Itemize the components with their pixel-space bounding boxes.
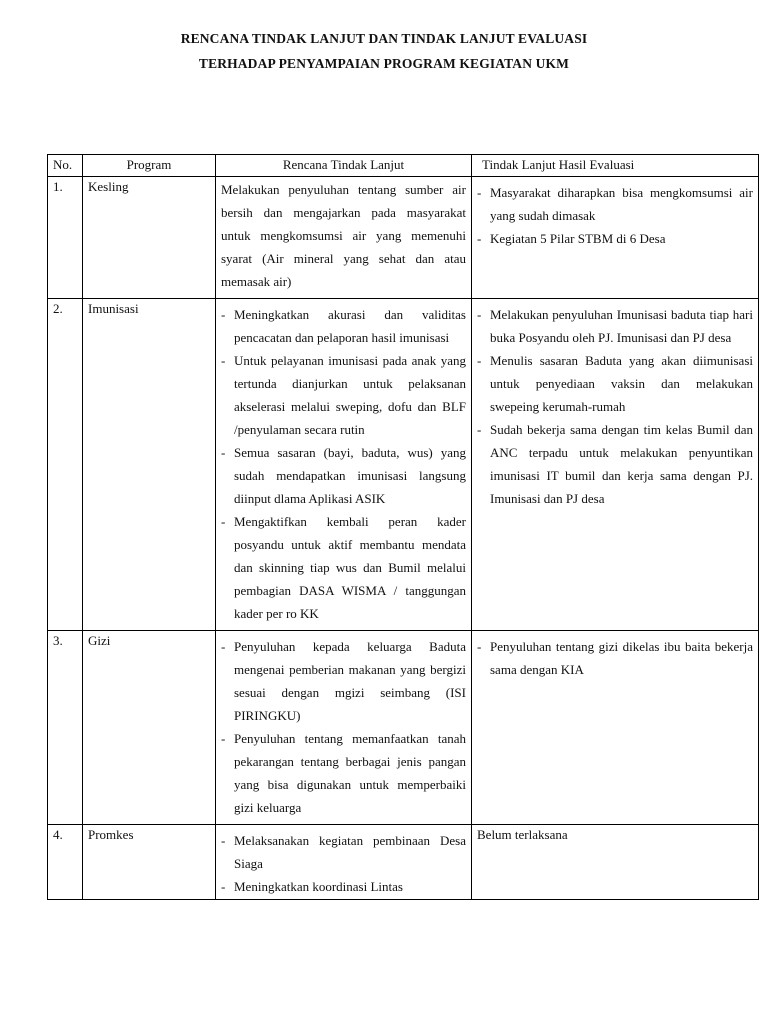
rencana-text: Melakukan penyuluhan tentang sumber air bersih dan mengajarkan pada masyarakat untuk mengkomsumsi air yang memenuhi syarat (Air mineral yang sehat dan atau memasak air) [221, 182, 466, 289]
row-rencana [216, 631, 472, 825]
document-title-line-1: RENCANA TINDAK LANJUT DAN TINDAK LANJUT EVALUASI [180, 31, 588, 46]
row-program: Promkes [83, 825, 216, 900]
row-rencana [216, 299, 472, 631]
list-item: - Semua sasaran (bayi, baduta, wus) yang sudah mendapatkan imunisasi langsung diinput dlama Aplikasi ASIK [221, 441, 466, 510]
header-program: Program [83, 155, 216, 177]
row-program: Imunisasi [83, 299, 216, 631]
table-header-row [48, 155, 759, 177]
list-item: - Kegiatan 5 Pilar STBM di 6 Desa [477, 227, 753, 250]
row-tindak-lanjut [472, 631, 759, 825]
row-number: 3. [48, 631, 83, 825]
list-item: - Penyuluhan tentang gizi dikelas ibu baita bekerja sama dengan KIA [477, 635, 753, 681]
list-item: - Meningkatkan akurasi dan validitas pencacatan dan pelaporan hasil imunisasi [221, 303, 466, 349]
row-tindak-lanjut [472, 177, 759, 299]
row-program: Kesling [83, 177, 216, 299]
evaluation-table [47, 154, 759, 900]
document-title-line-2: TERHADAP PENYAMPAIAN PROGRAM KEGIATAN UKM [198, 56, 570, 71]
list-item: - Sudah bekerja sama dengan tim kelas Bumil dan ANC terpadu untuk melakukan penyuntikan imunisasi IT bumil dan kerja sama dengan PJ. Imunisasi dan PJ desa [477, 418, 753, 510]
header-rencana: Rencana Tindak Lanjut [216, 155, 472, 177]
row-number: 2. [48, 299, 83, 631]
list-item: - Meningkatkan koordinasi Lintas [221, 875, 466, 898]
list-item: - Untuk pelayanan imunisasi pada anak yang tertunda dianjurkan untuk pelaksanan akselerasi melalui sweping, dofu dan BLF /penyulaman secara rutin [221, 349, 466, 441]
header-no: No. [48, 155, 83, 177]
header-tindak-lanjut: Tindak Lanjut Hasil Evaluasi [472, 155, 759, 177]
list-item: - Melakukan penyuluhan Imunisasi baduta tiap hari buka Posyandu oleh PJ. Imunisasi dan PJ desa [477, 303, 753, 349]
table-row [48, 825, 759, 900]
row-rencana [216, 825, 472, 900]
row-tindak-lanjut [472, 299, 759, 631]
list-item: - Penyuluhan tentang memanfaatkan tanah pekarangan tentang berbagai jenis pangan yang bisa digunakan untuk memperbaiki gizi keluarga [221, 727, 466, 819]
table-row [48, 631, 759, 825]
row-tindak-lanjut [472, 825, 759, 900]
tindak-text: Belum terlaksana [477, 827, 568, 842]
list-item: - Penyuluhan kepada keluarga Baduta mengenai pemberian makanan yang bergizi sesuai dengan mgizi seimbang (ISI PIRINGKU) [221, 635, 466, 727]
row-number: 4. [48, 825, 83, 900]
row-number: 1. [48, 177, 83, 299]
list-item: - Melaksanakan kegiatan pembinaan Desa Siaga [221, 829, 466, 875]
table-row [48, 299, 759, 631]
list-item: - Masyarakat diharapkan bisa mengkomsumsi air yang sudah dimasak [477, 181, 753, 227]
list-item: - Menulis sasaran Baduta yang akan diimunisasi untuk penyediaan vaksin dan melakukan swepeing kerumah-rumah [477, 349, 753, 418]
table-row [48, 177, 759, 299]
row-program: Gizi [83, 631, 216, 825]
row-rencana [216, 177, 472, 299]
list-item: - Mengaktifkan kembali peran kader posyandu untuk aktif membantu mendata dan skinning tiap wus dan Bumil melalui pembagian DASA WISMA / tanggungan kader per ro KK [221, 510, 466, 625]
